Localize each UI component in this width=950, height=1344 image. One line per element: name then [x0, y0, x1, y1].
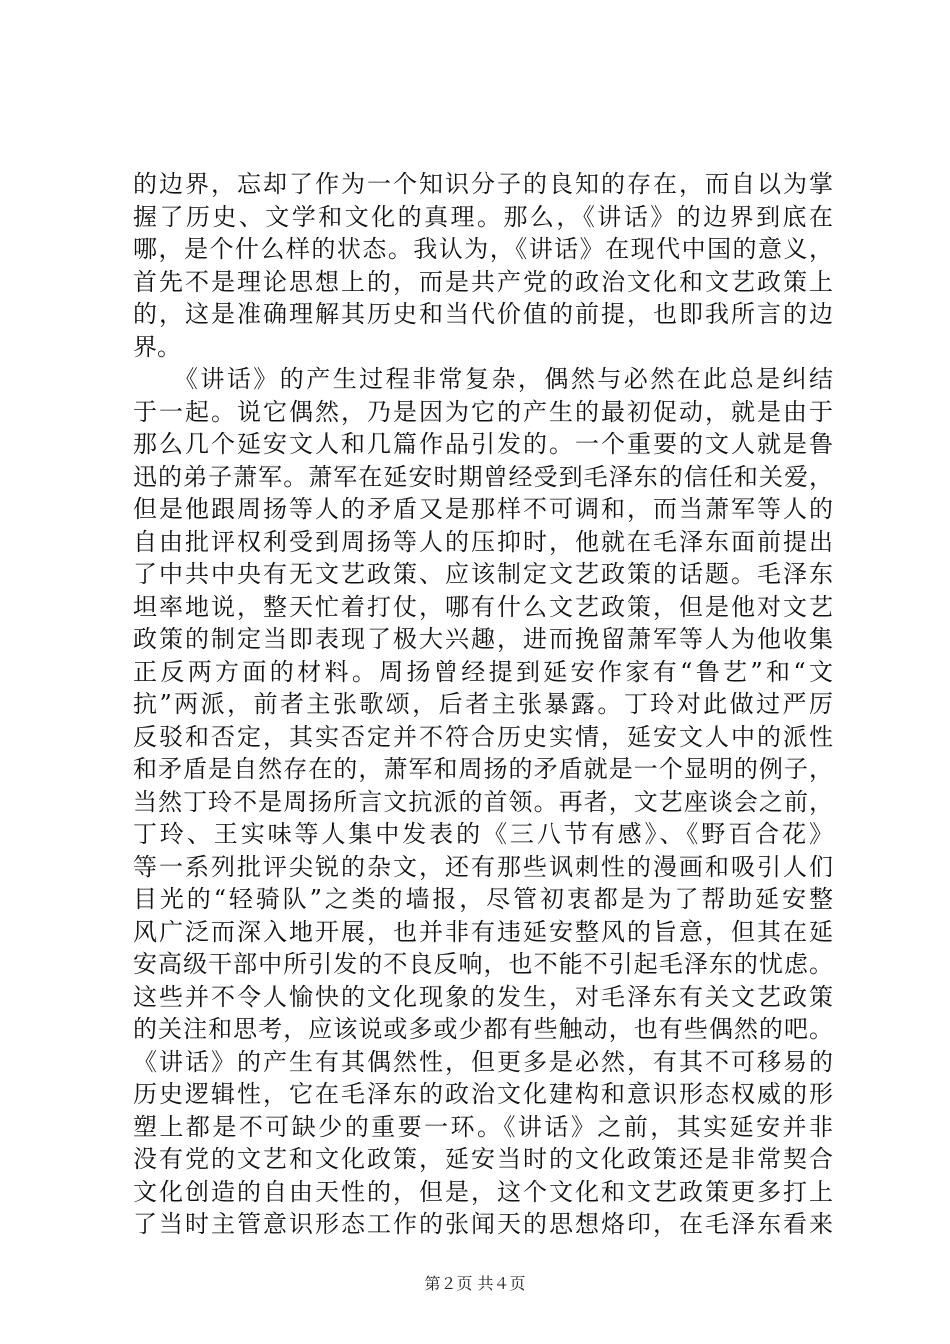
text-line: 没有党的文艺和文化政策，延安当时的文化政策还是非常契合	[133, 1145, 833, 1173]
text-line: 安高级干部中所引发的不良反响，也不能不引起毛泽东的忧虑。	[133, 950, 833, 978]
text-line: 政策的制定当即表现了极大兴趣，进而挽留萧军等人为他收集	[133, 625, 833, 653]
text-line: 坦率地说，整天忙着打仗，哪有什么文艺政策，但是他对文艺	[133, 592, 833, 621]
text-line: 首先不是理论思想上的，而是共产党的政治文化和文艺政策上	[133, 267, 833, 296]
text-line: 的边界，忘却了作为一个知识分子的良知的存在，而自以为掌	[133, 170, 833, 198]
text-line: 《讲话》的产生过程非常复杂，偶然与必然在此总是纠结	[133, 365, 833, 393]
text-line: 那么几个延安文人和几篇作品引发的。一个重要的文人就是鲁	[133, 430, 833, 458]
page-number-footer: 第２页 共４页	[424, 1274, 526, 1293]
text-line: 反驳和否定，其实否定并不符合历史实情，延安文人中的派性	[133, 722, 833, 751]
text-line: 握了历史、文学和文化的真理。那么，《讲话》的边界到底在	[133, 202, 833, 231]
text-line: 的，这是准确理解其历史和当代价值的前提，也即我所言的边	[133, 300, 833, 328]
text-line: 的关注和思考，应该说或多或少都有些触动，也有些偶然的吧。	[133, 1015, 833, 1043]
text-line: 这些并不令人愉快的文化现象的发生，对毛泽东有关文艺政策	[133, 982, 833, 1011]
text-line: 丁玲、王实味等人集中发表的《三八节有感》、《野百合花》	[133, 820, 833, 848]
text-line: 文化创造的自由天性的，但是，这个文化和文艺政策更多打上	[133, 1177, 833, 1206]
text-line: 了当时主管意识形态工作的张闻天的思想烙印，在毛泽东看来	[133, 1210, 833, 1238]
text-line: 塑上都是不可缺少的重要一环。《讲话》之前，其实延安并非	[133, 1112, 833, 1141]
text-line: 和矛盾是自然存在的，萧军和周扬的矛盾就是一个显明的例子，	[133, 755, 833, 783]
text-line: 历史逻辑性，它在毛泽东的政治文化建构和意识形态权威的形	[133, 1080, 833, 1108]
text-line: 《讲话》的产生有其偶然性，但更多是必然，有其不可移易的	[133, 1047, 833, 1076]
text-line: 自由批评权利受到周扬等人的压抑时，他就在毛泽东面前提出	[133, 527, 833, 556]
text-line: 当然丁玲不是周扬所言文抗派的首领。再者，文艺座谈会之前，	[133, 787, 833, 816]
text-line: 风广泛而深入地开展，也并非有违延安整风的旨意，但其在延	[133, 917, 833, 946]
text-line: 了中共中央有无文艺政策、应该制定文艺政策的话题。毛泽东	[133, 560, 833, 588]
text-line: 界。	[133, 332, 181, 361]
text-line: 抗”两派，前者主张歌颂，后者主张暴露。丁玲对此做过严厉	[133, 690, 833, 718]
text-line: 正反两方面的材料。周扬曾经提到延安作家有“鲁艺”和“文	[133, 657, 833, 686]
text-line: 目光的“轻骑队”之类的墙报，尽管初衷都是为了帮助延安整	[133, 885, 833, 913]
text-line: 哪，是个什么样的状态。我认为，《讲话》在现代中国的意义，	[133, 235, 833, 263]
text-line: 于一起。说它偶然，乃是因为它的产生的最初促动，就是由于	[133, 397, 833, 426]
document-body	[133, 168, 833, 1241]
text-line: 但是他跟周扬等人的矛盾又是那样不可调和，而当萧军等人的	[133, 495, 833, 523]
text-line: 等一系列批评尖锐的杂文，还有那些讽刺性的漫画和吸引人们	[133, 852, 833, 881]
text-line: 迅的弟子萧军。萧军在延安时期曾经受到毛泽东的信任和关爱，	[133, 462, 833, 491]
